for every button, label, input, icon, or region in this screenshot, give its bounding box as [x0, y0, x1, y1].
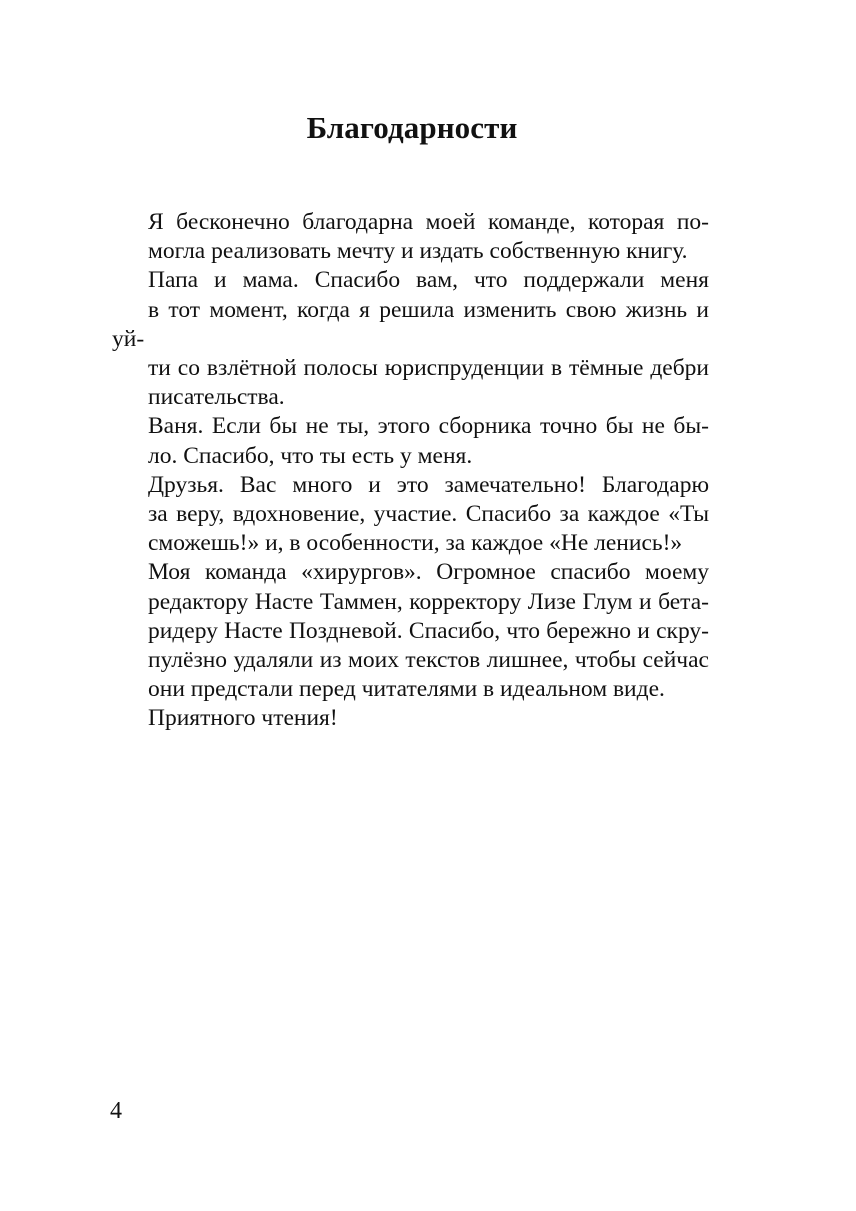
text-line: Приятного чтения! [148, 705, 338, 732]
paragraph-team [112, 208, 709, 266]
page-title: Благодарности [306, 110, 518, 145]
text-line: ти со взлётной полосы юриспруденции в тёмные дебри [148, 355, 709, 382]
text-line: в тот момент, когда я решила изменить свою жизнь и уй- [112, 296, 709, 352]
text-line: ло. Спасибо, что ты есть у меня. [148, 442, 473, 469]
page-number: 4 [110, 1098, 122, 1124]
paragraph-parents [112, 266, 709, 412]
paragraph-friends [112, 471, 709, 559]
text-line: могла реализовать мечту и издать собственную книгу. [148, 238, 688, 265]
text-line: ридеру Насте Поздневой. Спасибо, что бережно и скру- [148, 617, 709, 644]
text-line: писательства. [148, 384, 285, 411]
text-line: за веру, вдохновение, участие. Спасибо за каждое «Ты [148, 501, 709, 528]
text-line: пулёзно удаляли из моих текстов лишнее, чтобы сейчас [148, 647, 709, 674]
text-line: Друзья. Вас много и это замечательно! Благодарю [148, 471, 709, 498]
text-line: Я бесконечно благодарна моей команде, которая по- [148, 209, 709, 235]
text-line: Папа и мама. Спасибо вам, что поддержали меня [148, 267, 709, 294]
paragraph-vanya [112, 412, 709, 470]
text-line: они предстали перед читателями в идеальном виде. [148, 676, 665, 703]
text-line: Моя команда «хирургов». Огромное спасибо моему [148, 559, 709, 586]
text-line: редактору Насте Таммен, корректору Лизе Глум и бета- [148, 588, 709, 615]
paragraph-closing [112, 704, 709, 733]
body-text [112, 208, 709, 734]
text-line: Ваня. Если бы не ты, этого сборника точно бы не бы- [148, 413, 709, 440]
text-line: сможешь!» и, в особенности, за каждое «Не ленись!» [148, 530, 683, 557]
paragraph-surgeons [112, 558, 709, 704]
